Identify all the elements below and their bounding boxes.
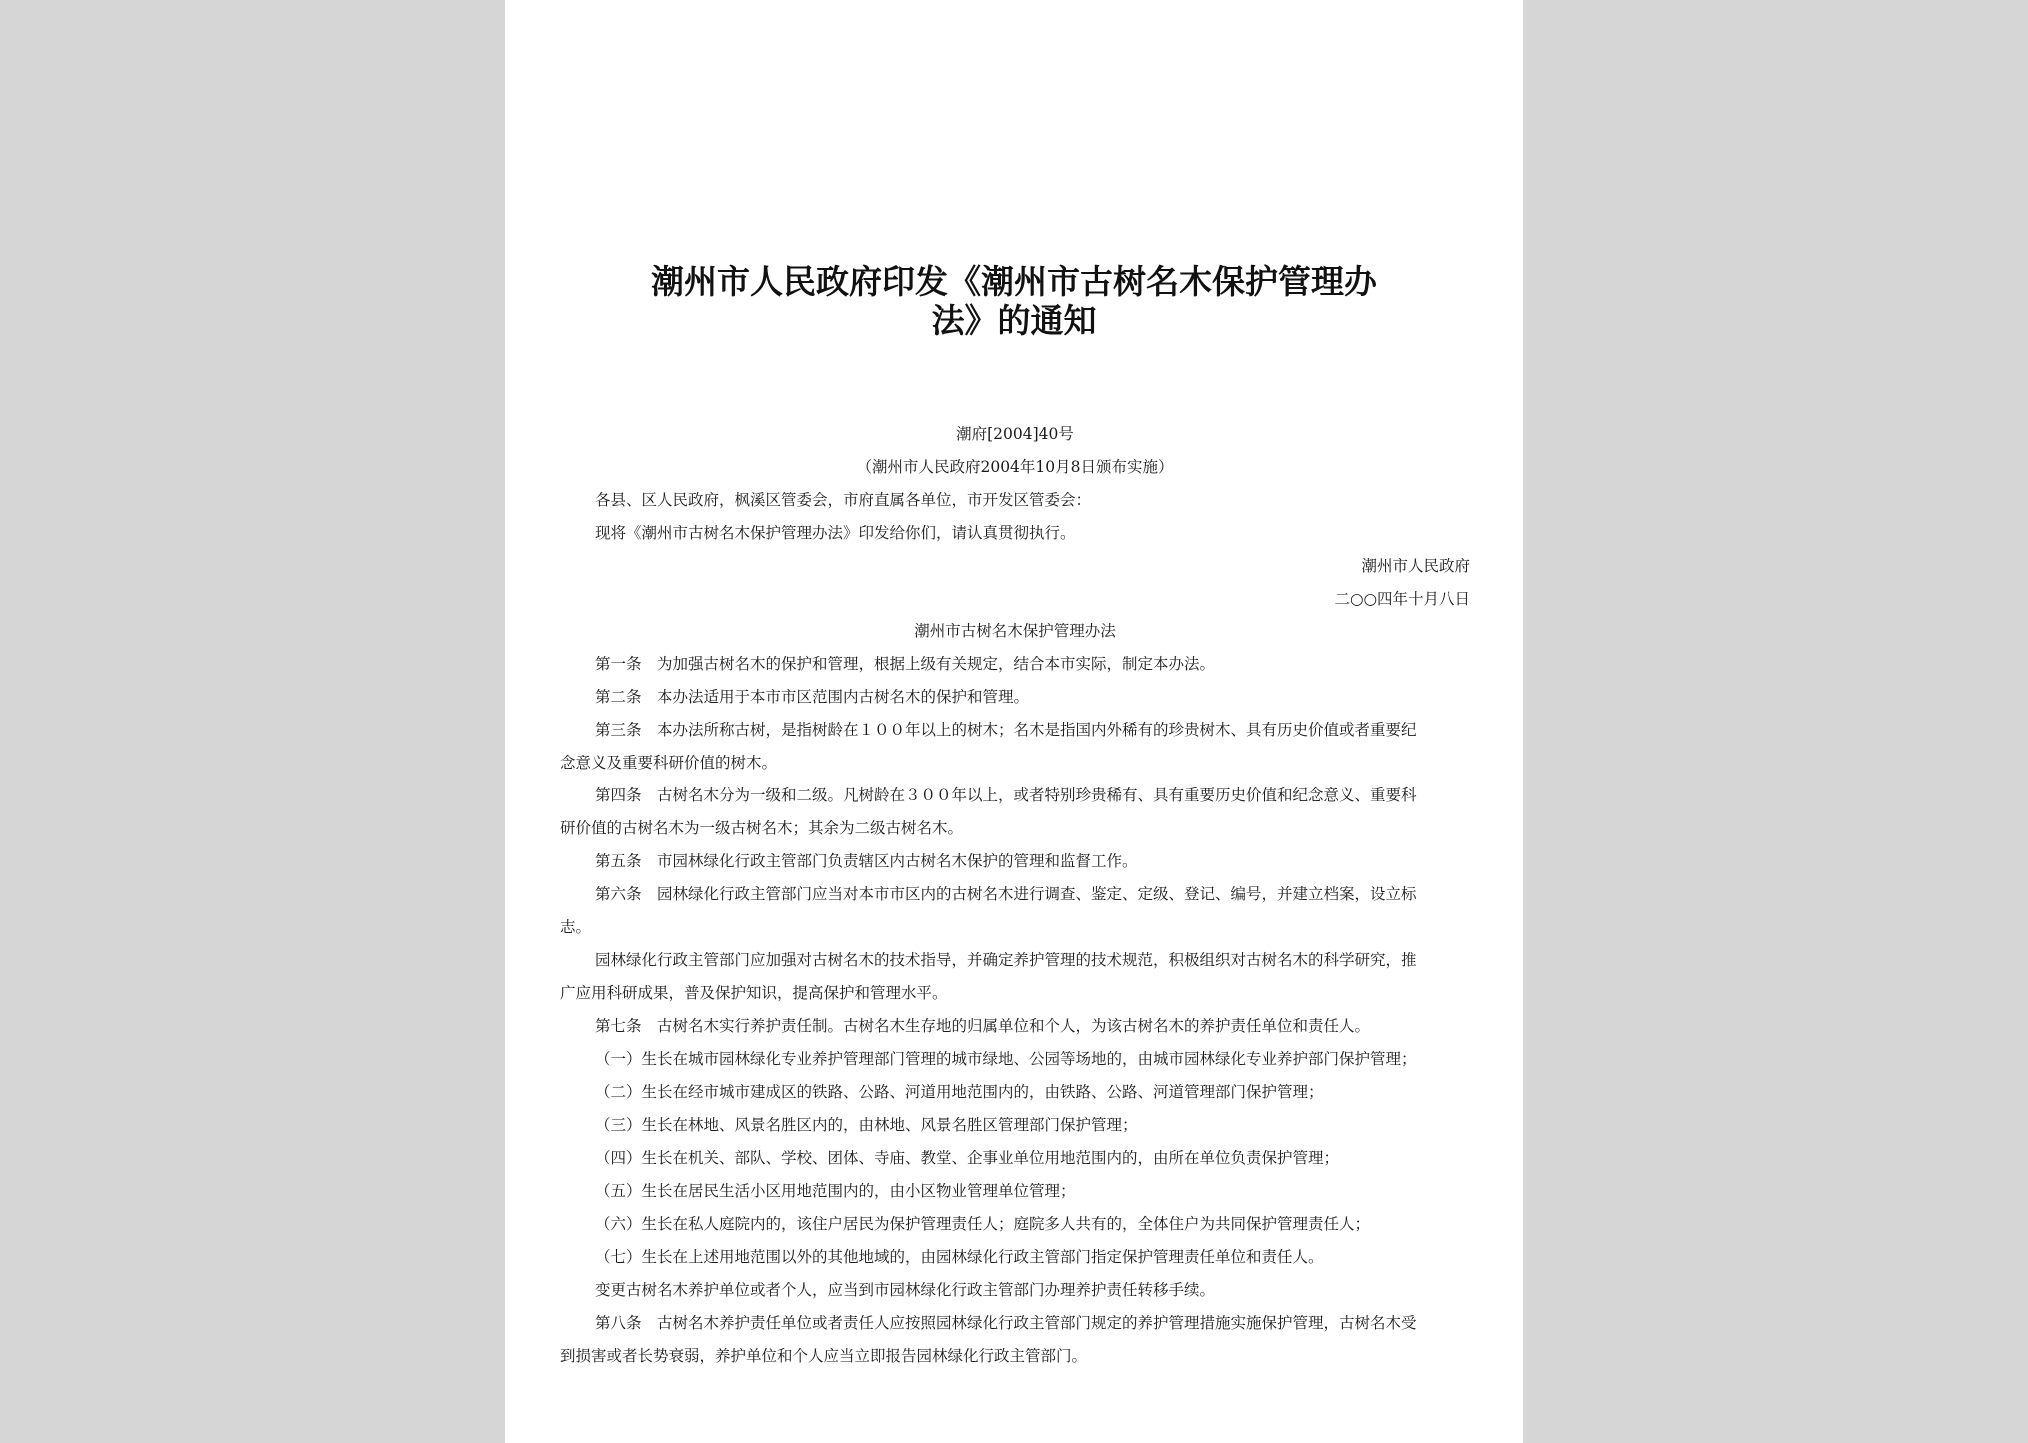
article-line: （一）生长在城市园林绿化专业养护管理部门管理的城市绿地、公园等场地的，由城市园林绿化专业养护部门保护管理； [595, 1050, 1417, 1068]
article-line: 广应用科研成果，普及保护知识，提高保护和管理水平。 [560, 984, 948, 1002]
article-line: 念意义及重要科研价值的树木。 [560, 754, 778, 772]
intro-text: 现将《潮州市古树名木保护管理办法》印发给你们，请认真贯彻执行。 [595, 524, 1076, 542]
article-line: （三）生长在林地、风景名胜区内的，由林地、风景名胜区管理部门保护管理； [595, 1116, 1138, 1134]
article-line: （六）生长在私人庭院内的，该住户居民为保护管理责任人；庭院多人共有的，全体住户为共同保护管理责任人； [595, 1215, 1371, 1233]
issuer: 潮州市人民政府 [1361, 557, 1470, 575]
doc-number: 潮府[2004]40号 [956, 425, 1074, 443]
article-line: 第五条 市园林绿化行政主管部门负责辖区内古树名木保护的管理和监督工作。 [595, 852, 1138, 870]
article-line: 变更古树名木养护单位或者个人，应当到市园林绿化行政主管部门办理养护责任转移手续。 [595, 1281, 1216, 1299]
measures-title: 潮州市古树名木保护管理办法 [914, 622, 1116, 640]
document-page [505, 0, 1523, 1443]
article-line: 第七条 古树名木实行养护责任制。古树名木生存地的归属单位和个人，为该古树名木的养护责任单位和责任人。 [595, 1017, 1371, 1035]
article-line: （七）生长在上述用地范围以外的其他地域的，由园林绿化行政主管部门指定保护管理责任单位和责任人。 [595, 1248, 1324, 1266]
issue-date: 二○○四年十月八日 [1334, 590, 1470, 608]
article-line: 志。 [560, 918, 592, 936]
article-line: 第三条 本办法所称古树，是指树龄在１００年以上的树木；名木是指国内外稀有的珍贵树木、具有历史价值或者重要纪 [595, 721, 1417, 739]
article-line: 园林绿化行政主管部门应加强对古树名木的技术指导，并确定养护管理的技术规范，积极组织对古树名木的科学研究，推 [595, 951, 1417, 969]
title-line-2: 法》的通知 [931, 301, 1097, 340]
article-line: （二）生长在经市城市建成区的铁路、公路、河道用地范围内的，由铁路、公路、河道管理部门保护管理； [595, 1083, 1324, 1101]
article-line: 第四条 古树名木分为一级和二级。凡树龄在３００年以上，或者特别珍贵稀有、具有重要历史价值和纪念意义、重要科 [595, 786, 1417, 804]
article-line: 研价值的古树名木为一级古树名木；其余为二级古树名木。 [560, 819, 964, 837]
article-line: 第六条 园林绿化行政主管部门应当对本市市区内的古树名木进行调查、鉴定、定级、登记、编号，并建立档案，设立标 [595, 885, 1417, 903]
article-line: 第八条 古树名木养护责任单位或者责任人应按照园林绿化行政主管部门规定的养护管理措施实施保护管理，古树名木受 [595, 1314, 1417, 1332]
article-line: （四）生长在机关、部队、学校、团体、寺庙、教堂、企事业单位用地范围内的，由所在单位负责保护管理； [595, 1149, 1340, 1167]
article-line: 到损害或者长势衰弱，养护单位和个人应当立即报告园林绿化行政主管部门。 [560, 1347, 1088, 1365]
document-title [505, 262, 1523, 340]
addressees: 各县、区人民政府，枫溪区管委会，市府直属各单位，市开发区管委会： [595, 491, 1092, 509]
article-line: （五）生长在居民生活小区用地范围内的，由小区物业管理单位管理； [595, 1182, 1076, 1200]
article-line: 第二条 本办法适用于本市市区范围内古树名木的保护和管理。 [595, 688, 1030, 706]
article-line: 第一条 为加强古树名木的保护和管理，根据上级有关规定，结合本市实际，制定本办法。 [595, 655, 1216, 673]
title-line-1: 潮州市人民政府印发《潮州市古树名木保护管理办 [651, 262, 1377, 301]
issue-note: （潮州市人民政府2004年10月8日颁布实施） [856, 458, 1174, 476]
